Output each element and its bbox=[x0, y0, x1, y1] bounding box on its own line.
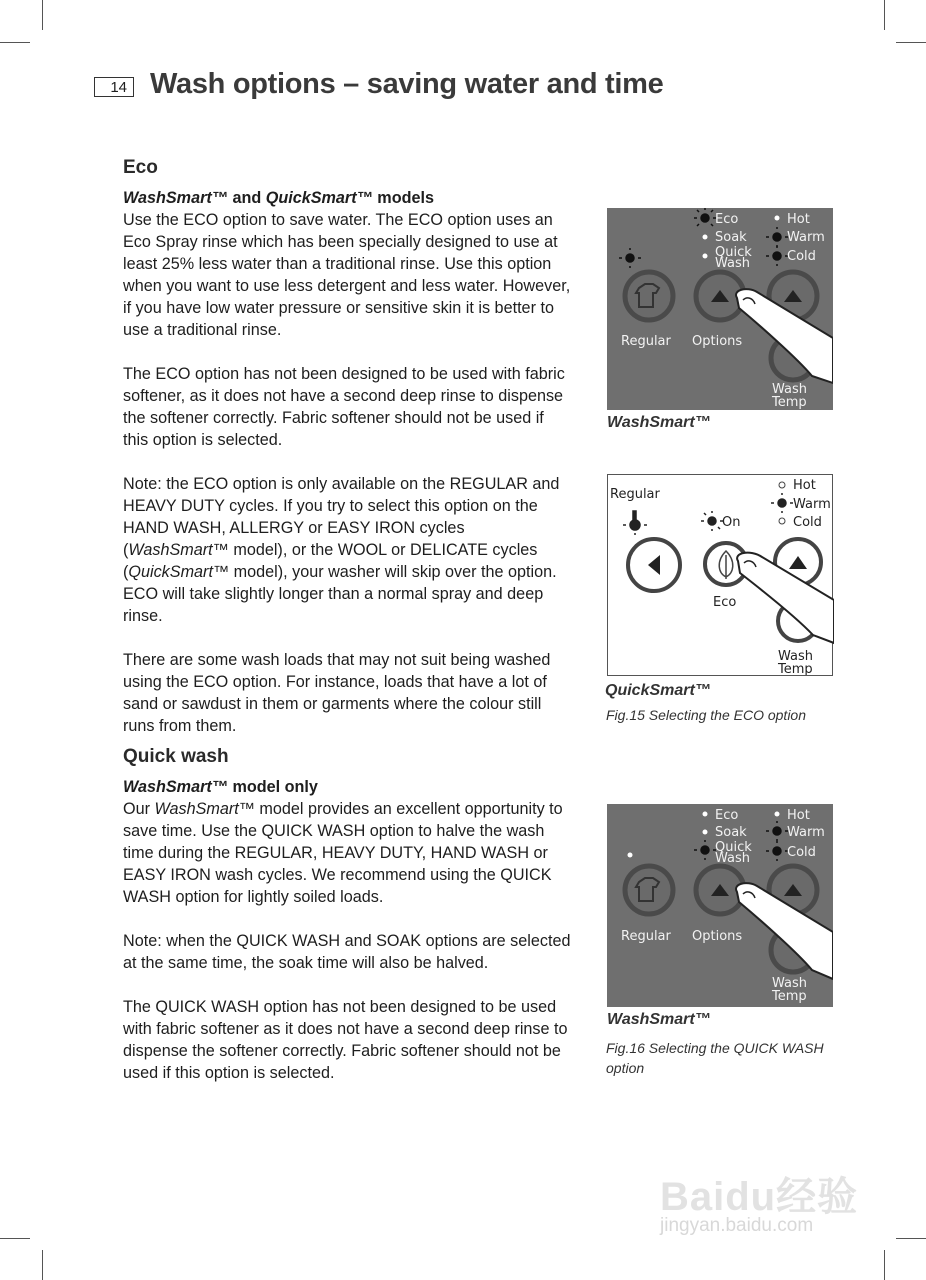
watermark-logo: Baidu经验 bbox=[660, 1175, 859, 1219]
washsmart-eco-panel-figure bbox=[607, 208, 833, 410]
crop-mark bbox=[0, 42, 30, 43]
crop-mark bbox=[896, 42, 926, 43]
quick-wash-section bbox=[123, 746, 573, 1106]
eco-paragraph: The ECO option has not been designed to be used with fabric softener, as it does not have a second deep rinse to dispense the softener correctly. Fabric softener should not be used if this option is selected. bbox=[123, 365, 565, 449]
temp-label-hot: Hot bbox=[787, 808, 810, 823]
option-label-wash: Wash bbox=[715, 256, 751, 271]
figure-model-caption: QuickSmart™ bbox=[605, 682, 711, 699]
figure-model-caption: WashSmart™ bbox=[607, 414, 711, 431]
indicator-dot-icon bbox=[775, 216, 780, 221]
wash-temp-label: Temp bbox=[778, 662, 813, 675]
regular-button bbox=[625, 866, 673, 914]
indicator-dot-icon bbox=[628, 853, 633, 858]
option-label-wash: Wash bbox=[715, 851, 751, 866]
wash-temp-label: Wash bbox=[772, 976, 808, 991]
washsmart-quick-wash-panel-figure bbox=[607, 804, 833, 1007]
temp-label-warm: Warm bbox=[787, 825, 825, 840]
temp-label-hot: Hot bbox=[787, 212, 810, 227]
options-label: Options bbox=[692, 334, 743, 349]
watermark-url: jingyan.baidu.com bbox=[660, 1215, 814, 1236]
indicator-dot-icon bbox=[775, 812, 780, 817]
quick-wash-heading: Quick wash bbox=[123, 746, 229, 767]
temp-label-warm: Warm bbox=[793, 497, 831, 512]
indicator-lit-icon bbox=[694, 208, 716, 226]
indicator-dot-icon bbox=[703, 235, 708, 240]
washsmart-eco-panel-illustration bbox=[607, 208, 833, 410]
indicator-lit-icon bbox=[766, 246, 788, 266]
figure-caption: Fig.16 Selecting the QUICK WASH option bbox=[606, 1040, 824, 1076]
wash-temp-label: Wash bbox=[778, 649, 814, 664]
eco-section bbox=[123, 157, 573, 759]
indicator-dot-icon bbox=[703, 830, 708, 835]
temp-label-hot: Hot bbox=[793, 478, 816, 493]
quicksmart-eco-panel-illustration bbox=[608, 475, 834, 675]
crop-mark bbox=[42, 0, 43, 30]
regular-button bbox=[625, 272, 673, 320]
quick-wash-paragraph: Our WashSmart™ model provides an excellent opportunity to save time. Use the QUICK WASH option to halve the wash time during the REGULAR, HEAVY DUTY, HAND WASH or EASY IRON wash cycles. We recommend using the QUICK WASH option for lightly soiled loads. bbox=[123, 800, 563, 906]
regular-label: Regular bbox=[610, 487, 660, 502]
eco-subheading: WashSmart™ and QuickSmart™ models bbox=[123, 189, 434, 207]
figure-model-caption: WashSmart™ bbox=[607, 1011, 711, 1028]
quicksmart-eco-panel-figure bbox=[607, 474, 833, 676]
regular-indicator-icon bbox=[619, 248, 641, 268]
wash-temp-label: Wash bbox=[772, 382, 808, 397]
option-label-eco: Eco bbox=[715, 212, 739, 227]
option-label-eco: Eco bbox=[715, 808, 739, 823]
page-number: 14 bbox=[94, 77, 134, 97]
eco-note: Note: the ECO option is only available on the REGULAR and HEAVY DUTY cycles. If you try to select this option on the HAND WASH, ALLERGY or EASY IRON cycles (WashSmart™ model), or the WOOL or DELICATE cycles (QuickSmart™ model), your washer will skip over the option. ECO will take slightly longer than a normal spray and deep rinse. bbox=[123, 475, 560, 625]
eco-label: Eco bbox=[713, 595, 737, 610]
option-label-soak: Soak bbox=[715, 230, 747, 245]
indicator-dot-icon bbox=[703, 254, 708, 259]
indicator-dot-icon bbox=[703, 812, 708, 817]
indicator-lit-icon bbox=[766, 227, 788, 247]
washsmart-quick-wash-panel-illustration bbox=[607, 804, 833, 1007]
indicator-lit-icon bbox=[766, 841, 788, 861]
quick-wash-paragraph: The QUICK WASH option has not been designed to be used with fabric softener as it does not have a second deep rinse to dispense the softener correctly. Fabric softener should not be used if this option is selected. bbox=[123, 998, 568, 1082]
indicator-off-icon bbox=[779, 518, 785, 524]
option-label-quick: Quick bbox=[715, 245, 752, 260]
options-label: Options bbox=[692, 929, 743, 944]
indicator-lit-icon bbox=[766, 821, 788, 841]
quick-wash-note: Note: when the QUICK WASH and SOAK options are selected at the same time, the soak time will also be halved. bbox=[123, 932, 571, 972]
crop-mark bbox=[884, 1250, 885, 1280]
page-title: Wash options – saving water and time bbox=[150, 68, 664, 100]
crop-mark bbox=[0, 1238, 30, 1239]
quick-wash-subheading: WashSmart™ model only bbox=[123, 778, 318, 796]
temp-label-cold: Cold bbox=[787, 249, 816, 264]
wash-temp-label: Temp bbox=[772, 395, 807, 410]
crop-mark bbox=[42, 1250, 43, 1280]
crop-mark bbox=[884, 0, 885, 30]
temp-label-cold: Cold bbox=[787, 845, 816, 860]
regular-label: Regular bbox=[621, 334, 671, 349]
option-label-quick: Quick bbox=[715, 840, 752, 855]
crop-mark bbox=[896, 1238, 926, 1239]
eco-paragraph: There are some wash loads that may not suit being washed using the ECO option. For instance, loads that have a lot of sand or sawdust in them or garments where the colour still runs from them. bbox=[123, 651, 551, 735]
indicator-lit-icon bbox=[771, 493, 793, 513]
wash-temp-label: Temp bbox=[772, 989, 807, 1004]
figure-caption: Fig.15 Selecting the ECO option bbox=[606, 707, 807, 723]
temp-label-warm: Warm bbox=[787, 230, 825, 245]
temp-label-cold: Cold bbox=[793, 515, 822, 530]
regular-label: Regular bbox=[621, 929, 671, 944]
indicator-off-icon bbox=[779, 482, 785, 488]
eco-on-label: On bbox=[722, 515, 741, 530]
indicator-lit-icon bbox=[694, 840, 716, 860]
regular-indicator-icon bbox=[623, 511, 647, 535]
eco-heading: Eco bbox=[123, 157, 158, 178]
option-label-soak: Soak bbox=[715, 825, 747, 840]
eco-paragraph: Use the ECO option to save water. The ECO option uses an Eco Spray rinse which has been specially designed to use at least 25% less water than a traditional rinse. Use this option when you want to use less detergent and less water. However, if you have low water pressure or sensitive skin it is better to use a traditional rinse. bbox=[123, 211, 571, 339]
indicator-lit-icon bbox=[701, 511, 723, 531]
